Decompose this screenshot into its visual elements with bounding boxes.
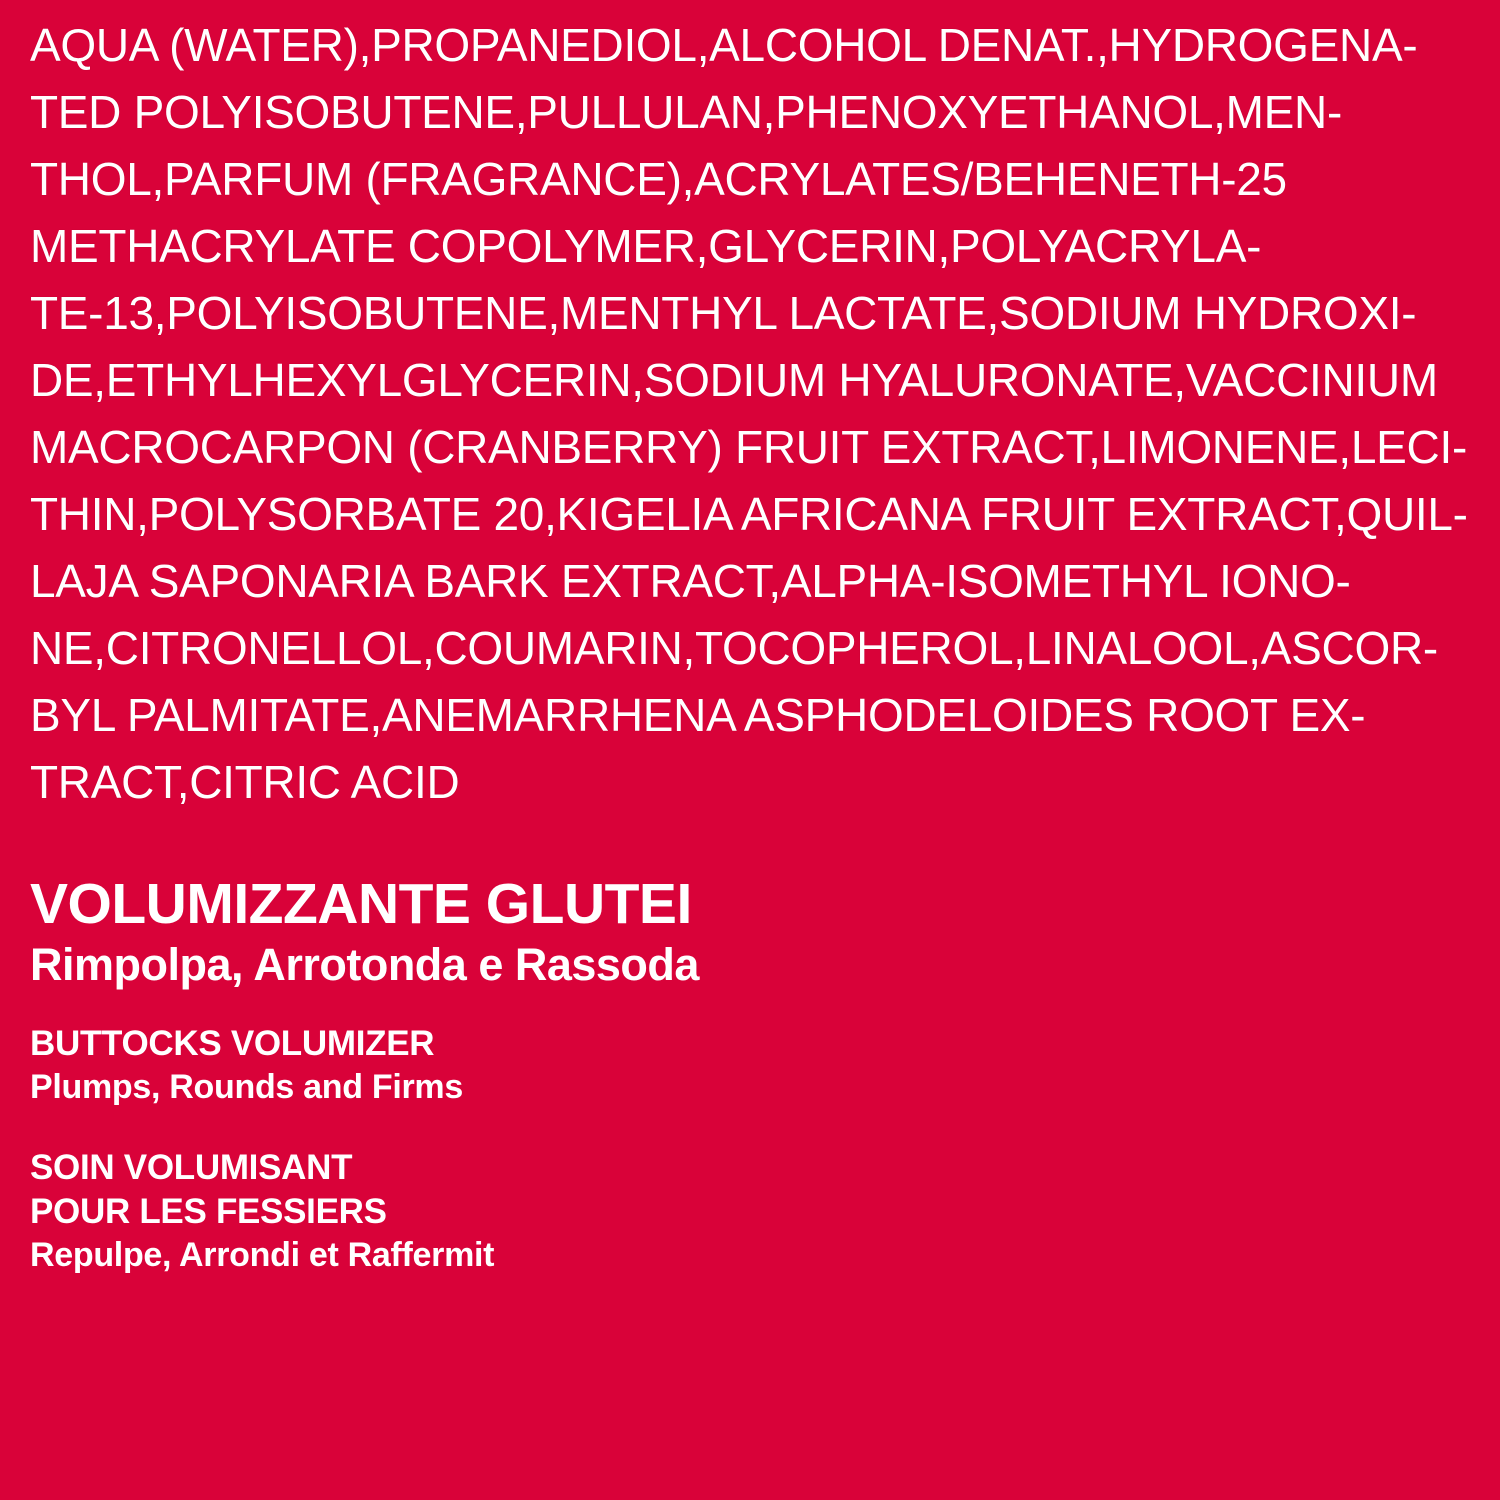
ingredients-line: TED POLYISOBUTENE,PULLULAN,PHENOXYETHANOL,MEN-: [30, 86, 1342, 138]
ingredients-line: LAJA SAPONARIA BARK EXTRACT,ALPHA-ISOMETHYL IONO-: [30, 555, 1351, 607]
ingredients-line: THIN,POLYSORBATE 20,KIGELIA AFRICANA FRUIT EXTRACT,QUIL-: [30, 488, 1468, 540]
section-french: [30, 1146, 494, 1277]
ingredients-line: TRACT,CITRIC ACID: [30, 756, 460, 808]
ingredients-line: DE,ETHYLHEXYLGLYCERIN,SODIUM HYALURONATE,VACCINIUM: [30, 354, 1438, 406]
product-claim-title-it: VOLUMIZZANTE GLUTEI: [30, 872, 692, 936]
product-claim-title-fr-line1: SOIN VOLUMISANT: [30, 1148, 353, 1187]
ingredients-line: TE-13,POLYISOBUTENE,MENTHYL LACTATE,SODIUM HYDROXI-: [30, 287, 1417, 339]
ingredients-line: AQUA (WATER),PROPANEDIOL,ALCOHOL DENAT.,HYDROGENA-: [30, 19, 1418, 71]
product-claim-subtitle-en: Plumps, Rounds and Firms: [30, 1068, 463, 1106]
ingredients-line: MACROCARPON (CRANBERRY) FRUIT EXTRACT,LIMONENE,LECI-: [30, 421, 1467, 473]
product-claim-subtitle-it: Rimpolpa, Arrotonda e Rassoda: [30, 939, 699, 990]
section-italian: [30, 872, 699, 994]
ingredients-line: THOL,PARFUM (FRAGRANCE),ACRYLATES/BEHENETH-25: [30, 153, 1287, 205]
section-english: [30, 1022, 463, 1109]
product-claim-title-en: BUTTOCKS VOLUMIZER: [30, 1024, 435, 1063]
ingredients-line: METHACRYLATE COPOLYMER,GLYCERIN,POLYACRYLA-: [30, 220, 1262, 272]
ingredients-list: [30, 12, 1500, 816]
ingredients-line: NE,CITRONELLOL,COUMARIN,TOCOPHEROL,LINALOOL,ASCOR-: [30, 622, 1438, 674]
product-claim-subtitle-fr: Repulpe, Arrondi et Raffermit: [30, 1236, 495, 1274]
ingredients-line: BYL PALMITATE,ANEMARRHENA ASPHODELOIDES ROOT EX-: [30, 689, 1366, 741]
product-claim-title-fr-line2: POUR LES FESSIERS: [30, 1192, 387, 1231]
